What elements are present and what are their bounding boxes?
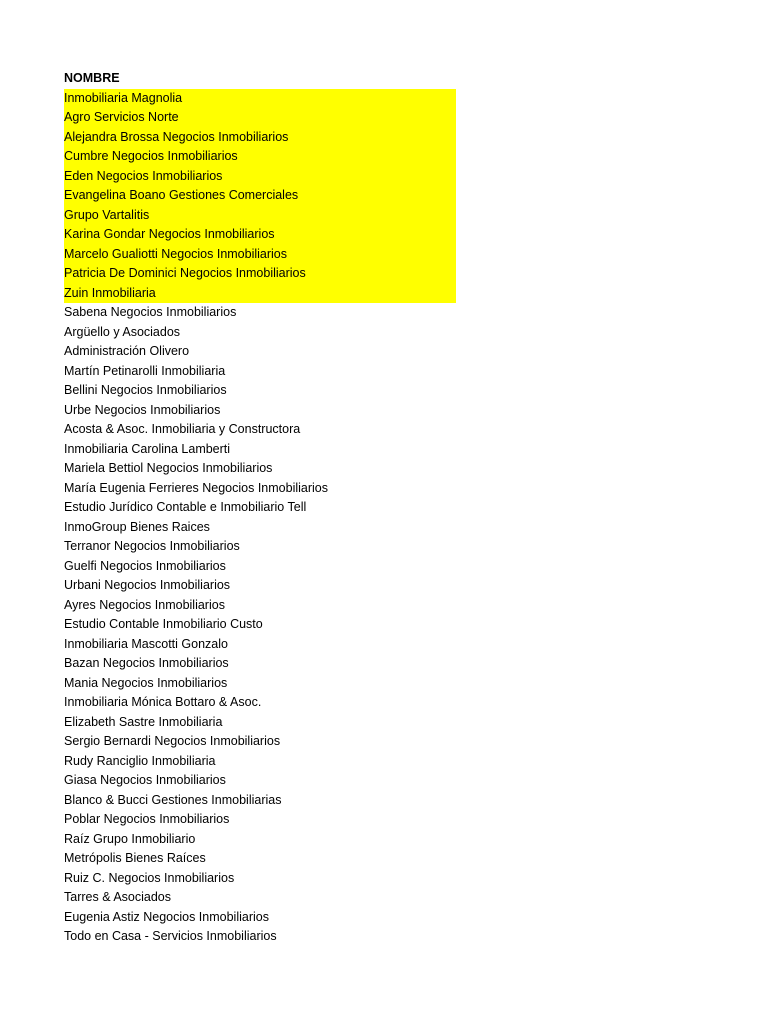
agency-name-list [64, 89, 456, 947]
column-header-nombre: NOMBRE [64, 71, 120, 85]
list-item: Blanco & Bucci Gestiones Inmobiliarias [64, 792, 282, 807]
list-item: Raíz Grupo Inmobiliario [64, 831, 196, 846]
list-item: Urbe Negocios Inmobiliarios [64, 402, 221, 417]
name-list-sheet [64, 69, 456, 947]
list-item: Mania Negocios Inmobiliarios [64, 675, 228, 690]
list-item: Estudio Jurídico Contable e Inmobiliario Tell [64, 500, 307, 514]
highlighted-list-item: Agro Servicios Norte [64, 108, 456, 128]
list-item: Eugenia Astiz Negocios Inmobiliarios [64, 909, 269, 924]
list-item: Metrópolis Bienes Raíces [64, 851, 206, 865]
highlighted-list-item: Evangelina Boano Gestiones Comerciales [64, 186, 456, 206]
highlighted-list-item: Alejandra Brossa Negocios Inmobiliarios [64, 128, 456, 148]
list-item: Administración Olivero [64, 344, 190, 358]
highlighted-list-item: Cumbre Negocios Inmobiliarios [64, 147, 456, 167]
highlighted-list-item: Marcelo Gualiotti Negocios Inmobiliarios [64, 245, 456, 265]
list-item: Argüello y Asociados [64, 324, 181, 339]
highlighted-list-item: Inmobiliaria Magnolia [64, 89, 456, 109]
highlighted-list-item: Grupo Vartalitis [64, 206, 456, 226]
highlighted-list-item: Patricia De Dominici Negocios Inmobiliarios [64, 264, 456, 284]
highlighted-list-item: Eden Negocios Inmobiliarios [64, 167, 456, 187]
list-item: Inmobiliaria Carolina Lamberti [64, 441, 231, 456]
list-item: Urbani Negocios Inmobiliarios [64, 578, 231, 592]
list-item: Tarres & Asociados [64, 890, 171, 904]
highlighted-list-item: Zuin Inmobiliaria [64, 284, 456, 304]
list-item: Inmobiliaria Mascotti Gonzalo [64, 636, 228, 651]
list-item: Rudy Ranciglio Inmobiliaria [64, 753, 216, 768]
list-item: Sergio Bernardi Negocios Inmobiliarios [64, 734, 281, 748]
list-item: Ruiz C. Negocios Inmobiliarios [64, 870, 235, 885]
list-item: Bellini Negocios Inmobiliarios [64, 383, 227, 397]
highlighted-list-item: Karina Gondar Negocios Inmobiliarios [64, 225, 456, 245]
list-item: Todo en Casa - Servicios Inmobiliarios [64, 929, 277, 943]
list-item: Estudio Contable Inmobiliario Custo [64, 617, 263, 631]
list-item: Elizabeth Sastre Inmobiliaria [64, 714, 223, 729]
list-item: Martín Petinarolli Inmobiliaria [64, 363, 226, 378]
list-item: Sabena Negocios Inmobiliarios [64, 305, 237, 319]
list-item: Mariela Bettiol Negocios Inmobiliarios [64, 461, 273, 475]
list-item: InmoGroup Bienes Raices [64, 519, 210, 534]
list-item: Inmobiliaria Mónica Bottaro & Asoc. [64, 695, 262, 709]
list-item: Giasa Negocios Inmobiliarios [64, 773, 226, 787]
list-item: Acosta & Asoc. Inmobiliaria y Constructora [64, 422, 301, 436]
list-item: Guelfi Negocios Inmobiliarios [64, 558, 226, 573]
list-item: Poblar Negocios Inmobiliarios [64, 812, 230, 826]
list-item: Ayres Negocios Inmobiliarios [64, 597, 225, 612]
list-item: Bazan Negocios Inmobiliarios [64, 656, 229, 670]
list-item: María Eugenia Ferrieres Negocios Inmobiliarios [64, 480, 329, 495]
list-item: Terranor Negocios Inmobiliarios [64, 539, 240, 553]
